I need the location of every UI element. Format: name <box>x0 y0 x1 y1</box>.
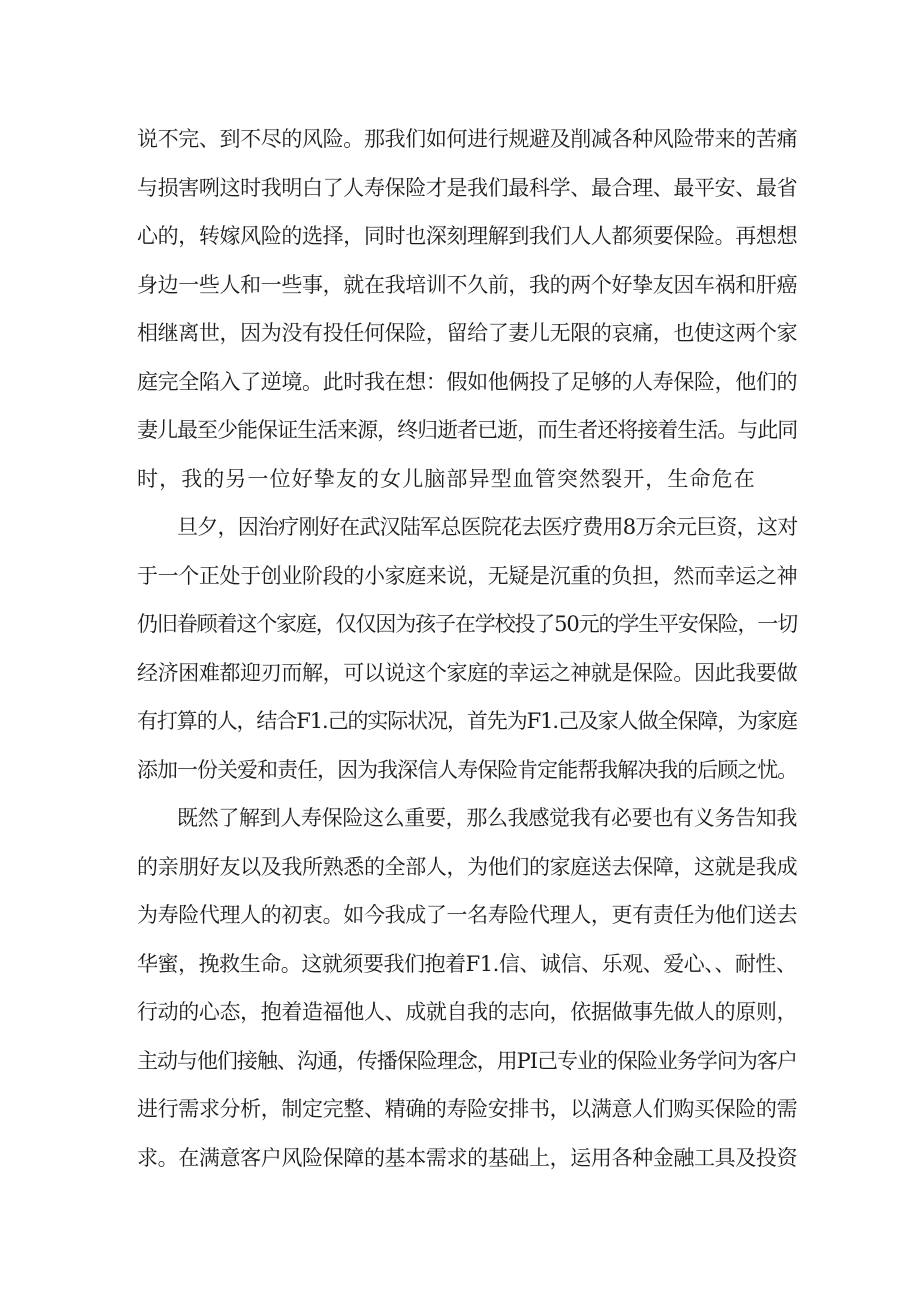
text-line: 心的，转嫁风险的选择，同时也深刻理解到我们人人都须要保险。再想想 <box>137 224 798 248</box>
text-line: 旦夕，因治疗刚好在武汉陆军总医院花去医疗费用8万余元巨资，这对 <box>177 515 798 539</box>
text-line: 时，我的另一位好挚友的女儿脑部异型血管突然裂开，生命危在 <box>137 466 756 491</box>
text-line: 的亲朋好友以及我所熟悉的全部人，为他们的家庭送去保障，这就是我成 <box>137 854 798 879</box>
text-line: 妻儿最至少能保证生活来源，终归逝者已逝，而生者还将接着生活。与此同 <box>137 418 798 442</box>
text-line: 仍旧眷顾着这个家庭，仅仅因为孩子在学校投了50元的学生平安保险，一切 <box>137 612 798 636</box>
text-line: 华蜜，挽救生命。这就须要我们抱着F1.信、诚信、乐观、爱心、、耐性、 <box>137 951 797 976</box>
text-line: 主动与他们接触、沟通，传播保险理念，用PI己专业的保险业务学问为客户 <box>137 1048 797 1073</box>
text-line: 求。在满意客户风险保障的基本需求的基础上，运用各种金融工具及投资 <box>137 1145 798 1170</box>
text-line: 进行需求分析，制定完整、精确的寿险安排书，以满意人们购买保险的需 <box>137 1097 798 1121</box>
text-line: 经济困难都迎刃而解，可以说这个家庭的幸运之神就是保险。因此我要做 <box>137 660 798 685</box>
text-line: 为寿险代理人的初衷。如今我成了一名寿险代理人，更有责任为他们送去 <box>137 903 798 927</box>
document-body <box>137 115 797 1182</box>
text-line: 既然了解到人寿保险这么重要，那么我感觉我有必要也有义务告知我 <box>177 806 797 830</box>
text-line: 与损害咧这时我明白了人寿保险才是我们最科学、最合理、最平安、最省 <box>137 175 798 200</box>
text-line: 庭完全陷入了逆境。此时我在想：假如他俩投了足够的人寿保险，他们的 <box>137 369 798 394</box>
text-line: 于一个正处于创业阶段的小家庭来说，无疑是沉重的负担，然而幸运之神 <box>137 563 798 588</box>
text-line: 身边一些人和一些事，就在我培训不久前，我的两个好挚友因车祸和肝癌 <box>137 272 798 297</box>
text-line: 添加一份关爱和责任，因为我深信人寿保险肯定能帮我解决我的后顾之忧。 <box>137 757 798 782</box>
text-line: 说不完、到不尽的风险。那我们如何进行规避及削减各种风险带来的苦痛 <box>137 127 798 151</box>
text-line: 相继离世，因为没有投任何保险，留给了妻儿无限的哀痛，也使这两个家 <box>137 321 798 345</box>
text-line: 行动的心态，抱着造福他人、成就自我的志向，依据做事先做人的原则， <box>137 1000 798 1024</box>
text-line: 有打算的人，结合F1.己的实际状况，首先为F1.己及家人做全保障，为家庭 <box>137 709 797 733</box>
